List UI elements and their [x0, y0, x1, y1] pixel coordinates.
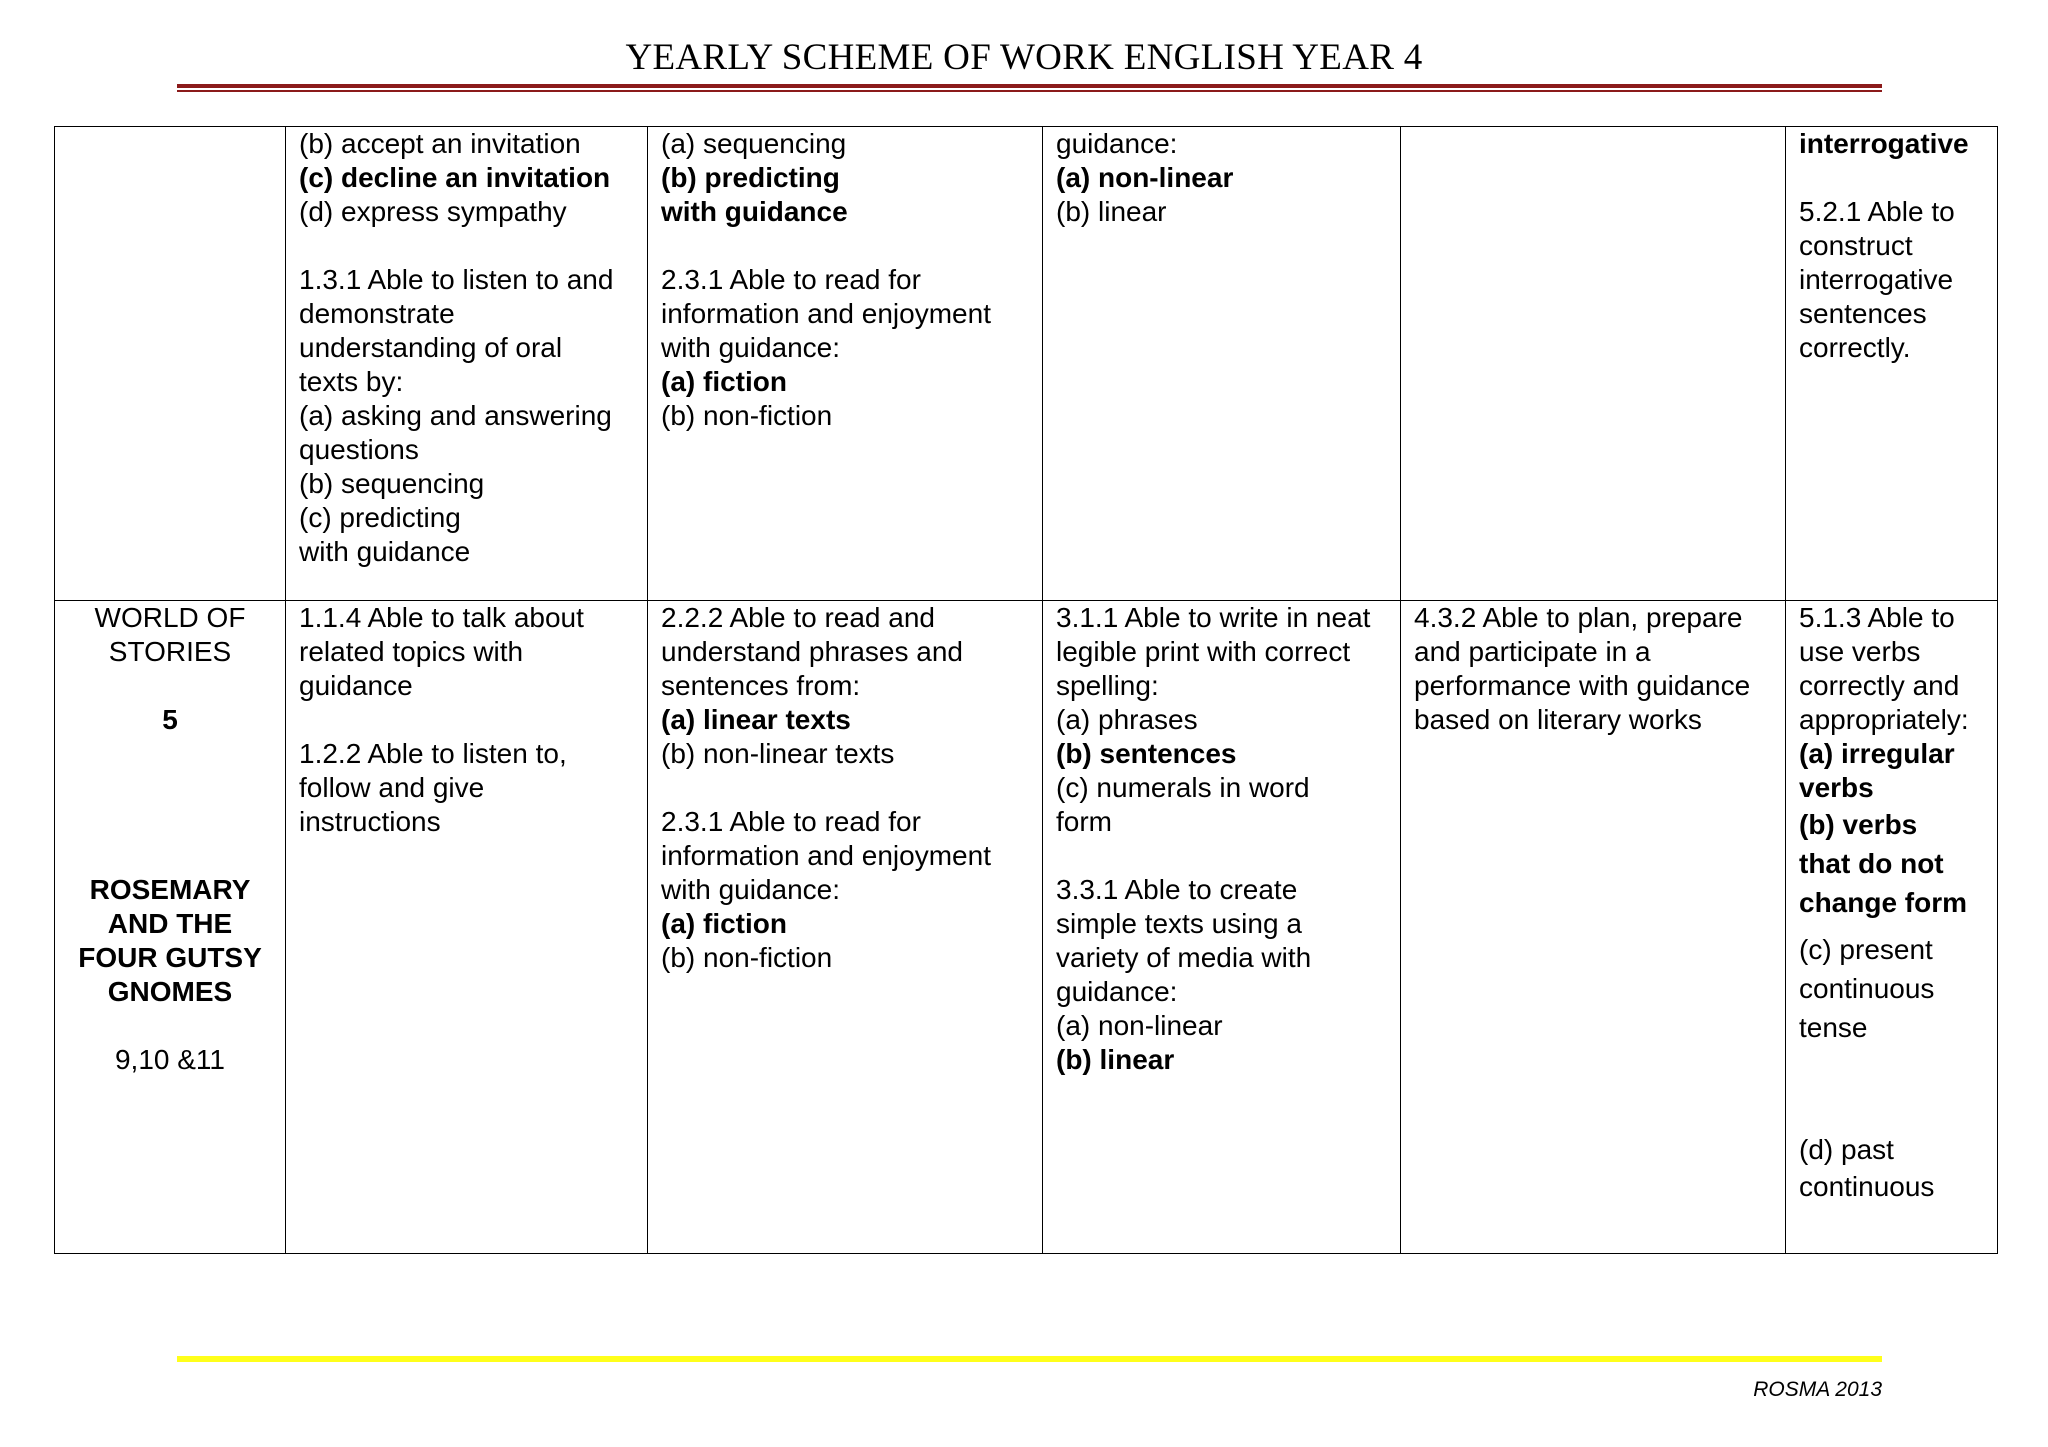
text-line: (c) numerals in word — [1056, 772, 1310, 803]
text-line: with guidance — [661, 196, 848, 227]
text-line: 1.2.2 Able to listen to, — [299, 738, 567, 769]
text-line: (c) present — [1799, 934, 1933, 965]
text-line: verbs — [1799, 772, 1874, 803]
text-line: information and enjoyment — [661, 840, 991, 871]
footer-text: ROSMA 2013 — [1753, 1378, 1882, 1401]
text-line: legible print with correct — [1056, 636, 1351, 667]
text-line: correctly. — [1799, 332, 1911, 363]
theme-cell — [55, 601, 286, 1254]
text-line: construct — [1799, 230, 1913, 261]
text-line: with guidance: — [661, 874, 841, 905]
text-line: 2.3.1 Able to read for — [661, 806, 921, 837]
text-line — [661, 771, 1042, 805]
weeks: 9,10 &11 — [114, 1044, 226, 1075]
text-line: interrogative — [1799, 264, 1954, 295]
text-line — [1056, 839, 1400, 873]
text-line: related topics with — [299, 636, 524, 667]
text-line — [299, 703, 647, 737]
text-line: guidance: — [1056, 128, 1178, 159]
story-title: ROSEMARY — [89, 874, 251, 905]
text-line: (b) non-linear texts — [661, 738, 895, 769]
language-arts-cell — [1401, 601, 1786, 1254]
text-line — [299, 229, 647, 263]
text-line: variety of media with — [1056, 942, 1312, 973]
text-line: (a) non-linear — [1056, 1010, 1223, 1041]
story-title: FOUR GUTSY — [78, 942, 262, 973]
page-title: YEARLY SCHEME OF WORK ENGLISH YEAR 4 — [625, 37, 1423, 78]
text-line: guidance — [299, 670, 413, 701]
text-line: 3.1.1 Able to write in neat — [1056, 602, 1371, 633]
text-line: that do not — [1799, 848, 1944, 879]
text-line: (b) verbs — [1799, 809, 1918, 840]
text-line: demonstrate — [299, 298, 455, 329]
text-line: form — [1056, 806, 1112, 837]
header-rule-thick — [177, 84, 1882, 88]
text-line: guidance: — [1056, 976, 1178, 1007]
text-line: (a) fiction — [661, 908, 787, 939]
text-line: sentences — [1799, 298, 1927, 329]
theme-cell — [55, 127, 286, 601]
text-line: (a) irregular — [1799, 738, 1955, 769]
text-line: (b) predicting — [661, 162, 840, 193]
text-line: (b) sentences — [1056, 738, 1237, 769]
text-line — [661, 229, 1042, 263]
story-title: GNOMES — [107, 976, 233, 1007]
text-line: instructions — [299, 806, 441, 837]
text-line: 3.3.1 Able to create — [1056, 874, 1298, 905]
text-line: texts by: — [299, 366, 404, 397]
text-line: sentences from: — [661, 670, 861, 701]
grammar-cell — [1786, 601, 1998, 1254]
text-line: change form — [1799, 887, 1968, 918]
text-line: follow and give — [299, 772, 485, 803]
listening-cell — [286, 601, 648, 1254]
text-line: performance with guidance — [1414, 670, 1751, 701]
text-line: (c) decline an invitation — [299, 162, 611, 193]
text-line: 5.2.1 Able to — [1799, 196, 1955, 227]
text-line: (a) asking and answering — [299, 400, 612, 431]
text-line: appropriately: — [1799, 704, 1969, 735]
scheme-table — [54, 126, 1998, 1254]
text-line: 5.1.3 Able to — [1799, 602, 1955, 633]
theme-name: WORLD OF — [94, 602, 246, 633]
grammar-cell — [1786, 127, 1998, 601]
text-line: interrogative — [1799, 128, 1969, 159]
footer-rule — [177, 1356, 1882, 1362]
header-rule-thin — [177, 90, 1882, 92]
writing-cell — [1043, 601, 1401, 1254]
text-line: (a) phrases — [1056, 704, 1198, 735]
text-line: with guidance: — [661, 332, 841, 363]
text-line: 2.3.1 Able to read for — [661, 264, 921, 295]
text-line: (a) fiction — [661, 366, 787, 397]
listening-cell — [286, 127, 648, 601]
text-line: (d) express sympathy — [299, 196, 567, 227]
text-line: with guidance — [299, 536, 471, 567]
text-line: 1.3.1 Able to listen to and — [299, 264, 614, 295]
text-line: (b) non-fiction — [661, 942, 833, 973]
text-line — [1799, 161, 1997, 195]
text-line: 4.3.2 Able to plan, prepare — [1414, 602, 1743, 633]
text-line: continuous — [1799, 973, 1935, 1004]
text-line: questions — [299, 434, 419, 465]
text-line: (b) sequencing — [299, 468, 485, 499]
text-line: information and enjoyment — [661, 298, 991, 329]
unit-number: 5 — [162, 704, 178, 735]
reading-cell — [648, 601, 1043, 1254]
text-line: (b) linear — [1056, 196, 1167, 227]
text-line: (b) accept an invitation — [299, 128, 581, 159]
text-line: correctly and — [1799, 670, 1960, 701]
text-line: (a) linear texts — [661, 704, 851, 735]
writing-cell — [1043, 127, 1401, 601]
text-line: use verbs — [1799, 636, 1921, 667]
text-line: (c) predicting — [299, 502, 461, 533]
text-line: continuous — [1799, 1171, 1935, 1202]
text-line: understand phrases and — [661, 636, 963, 667]
text-line: (a) sequencing — [661, 128, 847, 159]
text-line: simple texts using a — [1056, 908, 1302, 939]
theme-name: STORIES — [108, 636, 232, 667]
text-line: (b) linear — [1056, 1044, 1175, 1075]
story-title: AND THE — [107, 908, 233, 939]
text-line: and participate in a — [1414, 636, 1651, 667]
text-line: 2.2.2 Able to read and — [661, 602, 935, 633]
text-line: (d) past — [1799, 1134, 1894, 1165]
text-line: understanding of oral — [299, 332, 563, 363]
text-line: tense — [1799, 1012, 1868, 1043]
language-arts-cell — [1401, 127, 1786, 601]
text-line: (b) non-fiction — [661, 400, 833, 431]
text-line: 1.1.4 Able to talk about — [299, 602, 584, 633]
table-row — [55, 601, 1998, 1254]
text-line: based on literary works — [1414, 704, 1702, 735]
table-row — [55, 127, 1998, 601]
reading-cell — [648, 127, 1043, 601]
text-line: (a) non-linear — [1056, 162, 1234, 193]
text-line: spelling: — [1056, 670, 1159, 701]
